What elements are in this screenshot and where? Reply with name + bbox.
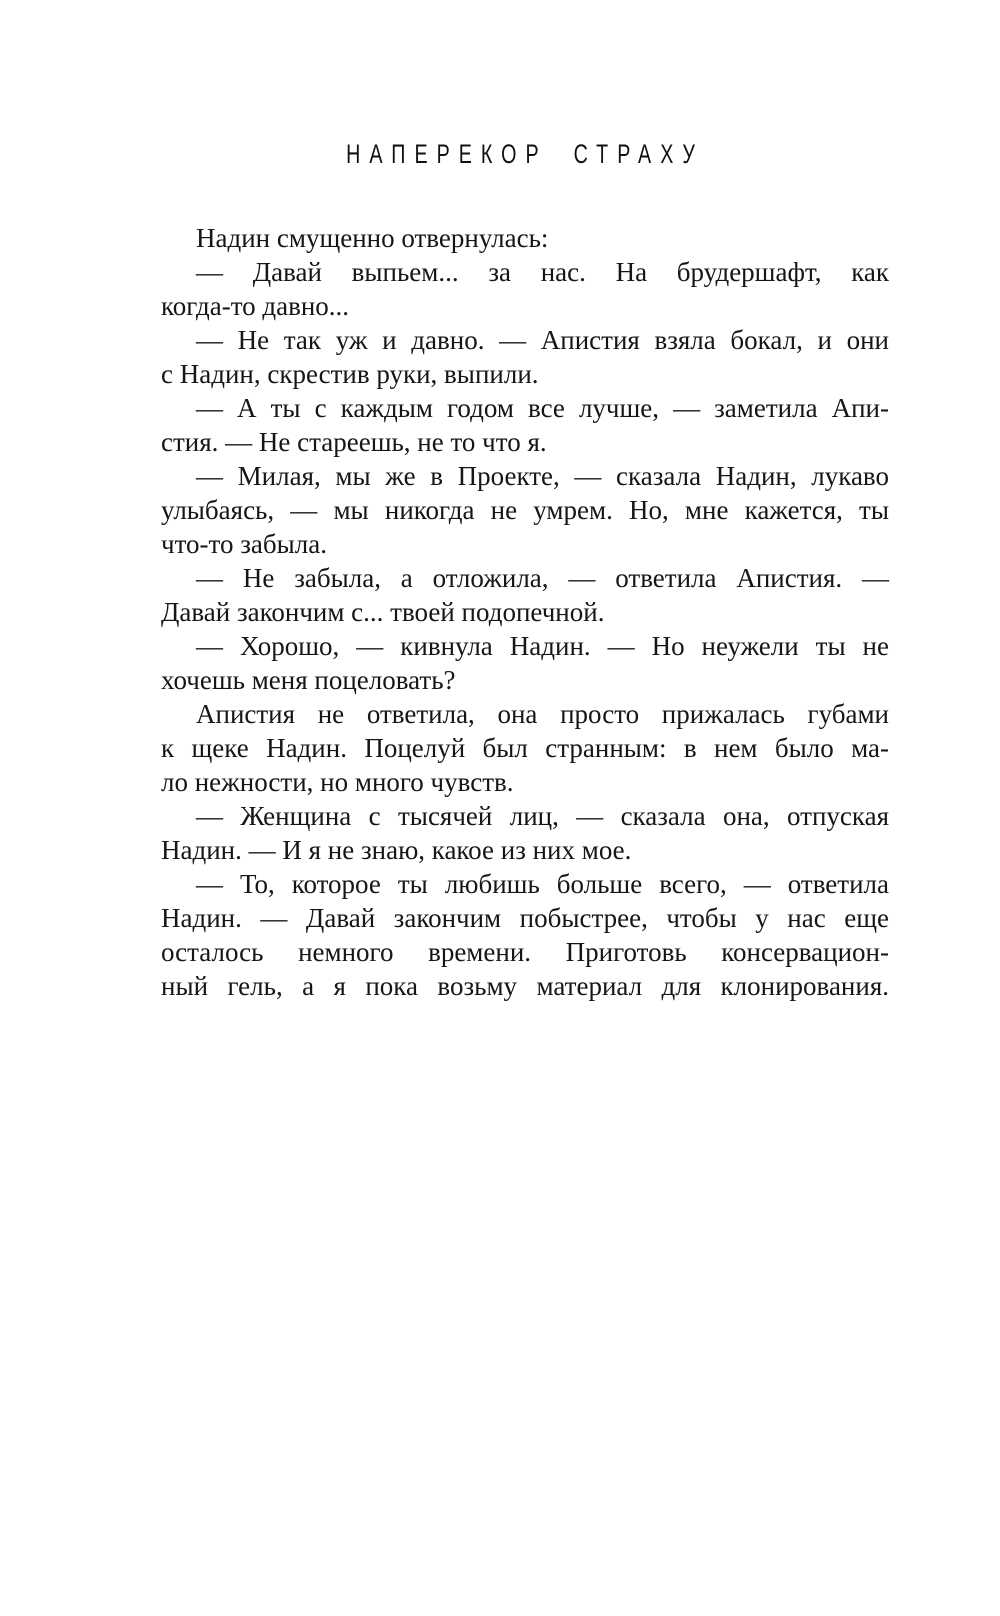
text-line: — Милая, мы же в Проекте, — сказала Надин, лукаво	[196, 461, 889, 491]
text-line: улыбаясь, — мы никогда не умрем. Но, мне кажется, ты	[161, 495, 889, 525]
paragraph	[161, 697, 889, 799]
text-line: с Надин, скрестив руки, выпили.	[161, 359, 539, 389]
text-line: — Давай выпьем... за нас. На брудершафт, как	[196, 257, 889, 287]
text-line: — Не так уж и давно. — Апистия взяла бокал, и они	[196, 325, 889, 355]
text-line: Надин. — Давай закончим побыстрее, чтобы у нас еще	[161, 903, 889, 933]
body-text	[161, 221, 889, 1003]
text-line: Апистия не ответила, она просто прижалась губами	[196, 699, 889, 729]
paragraph	[161, 221, 889, 255]
text-line: — То, которое ты любишь больше всего, — ответила	[196, 869, 889, 899]
text-line: — Хорошо, — кивнула Надин. — Но неужели ты не	[196, 631, 889, 661]
paragraph	[161, 799, 889, 867]
paragraph	[161, 629, 889, 697]
text-line: ло нежности, но много чувств.	[161, 767, 514, 797]
running-header: НАПЕРЕКОР СТРАХУ	[346, 140, 704, 170]
text-line: хочешь меня поцеловать?	[161, 665, 456, 695]
paragraph	[161, 323, 889, 391]
text-line: стия. — Не стареешь, не то что я.	[161, 427, 547, 457]
paragraph	[161, 561, 889, 629]
text-line: к щеке Надин. Поцелуй был странным: в нем было ма-	[161, 733, 889, 763]
text-line: когда-то давно...	[161, 291, 350, 321]
text-line: ный гель, а я пока возьму материал для клонирования.	[161, 971, 889, 1001]
text-line: Надин. — И я не знаю, какое из них мое.	[161, 835, 632, 865]
paragraph	[161, 459, 889, 561]
text-line: — Не забыла, а отложила, — ответила Апистия. —	[196, 563, 889, 593]
text-line: осталось немного времени. Приготовь консервацион-	[161, 937, 889, 967]
text-line: Надин смущенно отвернулась:	[196, 223, 549, 253]
paragraph	[161, 867, 889, 1003]
paragraph	[161, 391, 889, 459]
paragraph	[161, 255, 889, 323]
text-line: Давай закончим с... твоей подопечной.	[161, 597, 605, 627]
text-line: — А ты с каждым годом все лучше, — заметила Апи-	[196, 393, 889, 423]
text-line: — Женщина с тысячей лиц, — сказала она, отпуская	[196, 801, 889, 831]
text-line: что-то забыла.	[161, 529, 327, 559]
